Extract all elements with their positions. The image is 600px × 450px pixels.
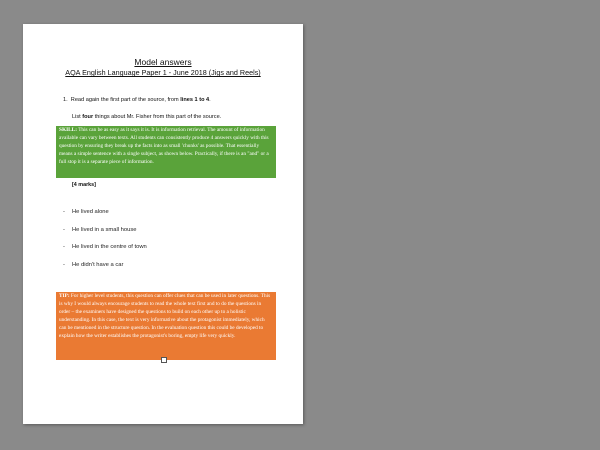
document-page <box>23 24 303 424</box>
question-text-after: . <box>209 97 211 103</box>
instruction-text-after: things about Mr. Fisher from this part of the source. <box>93 114 222 120</box>
question-text-before: Read again the first part of the source, from <box>70 97 181 103</box>
bullet-dash: - <box>63 261 65 268</box>
bullet-dash: - <box>63 226 65 233</box>
question-lines: lines 1 to 4 <box>180 97 210 103</box>
answer-text: He lived in the centre of town <box>72 244 147 250</box>
instruction-text-before: List <box>72 114 83 120</box>
instruction-text <box>72 114 221 120</box>
marks-label: [4 marks] <box>72 182 96 188</box>
page-title: Model answers <box>134 57 192 67</box>
list-item <box>63 244 147 262</box>
skill-box <box>56 126 276 178</box>
tip-text: For higher level students, this question can offer clues that can be used in later questions. This is why I would always encourage students to read the whole text first and to do the questions in order – the examiners have designed the questions to build on each other up to a holistic understanding. In this case, the text is very informative about the protagonist immediately, which can be mentioned in the structure question. In the evaluation question this could be developed to explain how the writer establishes the protagonist's boring, empty life very quickly. <box>59 293 271 339</box>
question-text <box>63 97 211 103</box>
page-subtitle: AQA English Language Paper 1 - June 2018 (Jigs and Reels) <box>65 68 261 77</box>
tip-label: TIP: <box>59 293 70 299</box>
bullet-dash: - <box>63 209 65 215</box>
tip-box <box>56 292 276 360</box>
list-item <box>63 209 147 227</box>
list-item <box>63 227 147 245</box>
answer-text: He didn't have a car <box>72 261 124 268</box>
answer-text: He lived alone <box>72 209 109 215</box>
answer-text: He lived in a small house <box>72 226 137 233</box>
instruction-bold: four <box>82 114 94 120</box>
anchor-marker-icon <box>161 357 167 363</box>
bullet-dash: - <box>63 244 65 250</box>
answer-list <box>63 209 147 279</box>
question-number: 1. <box>63 97 68 103</box>
skill-text: This can be as easy as it says it is. It is information retrieval. The amount of information available can vary between texts. All students can consistently produce 4 answers quickly with this question by ensuring they break up the facts into as small 'chunks' as possible. That essentially means a simple sentence with a single subject, as shown below. Practically, if there is an "and" or a full stop it is a separate piece of information. <box>59 127 269 165</box>
skill-label: SKILL: <box>59 127 77 133</box>
list-item <box>63 262 147 280</box>
